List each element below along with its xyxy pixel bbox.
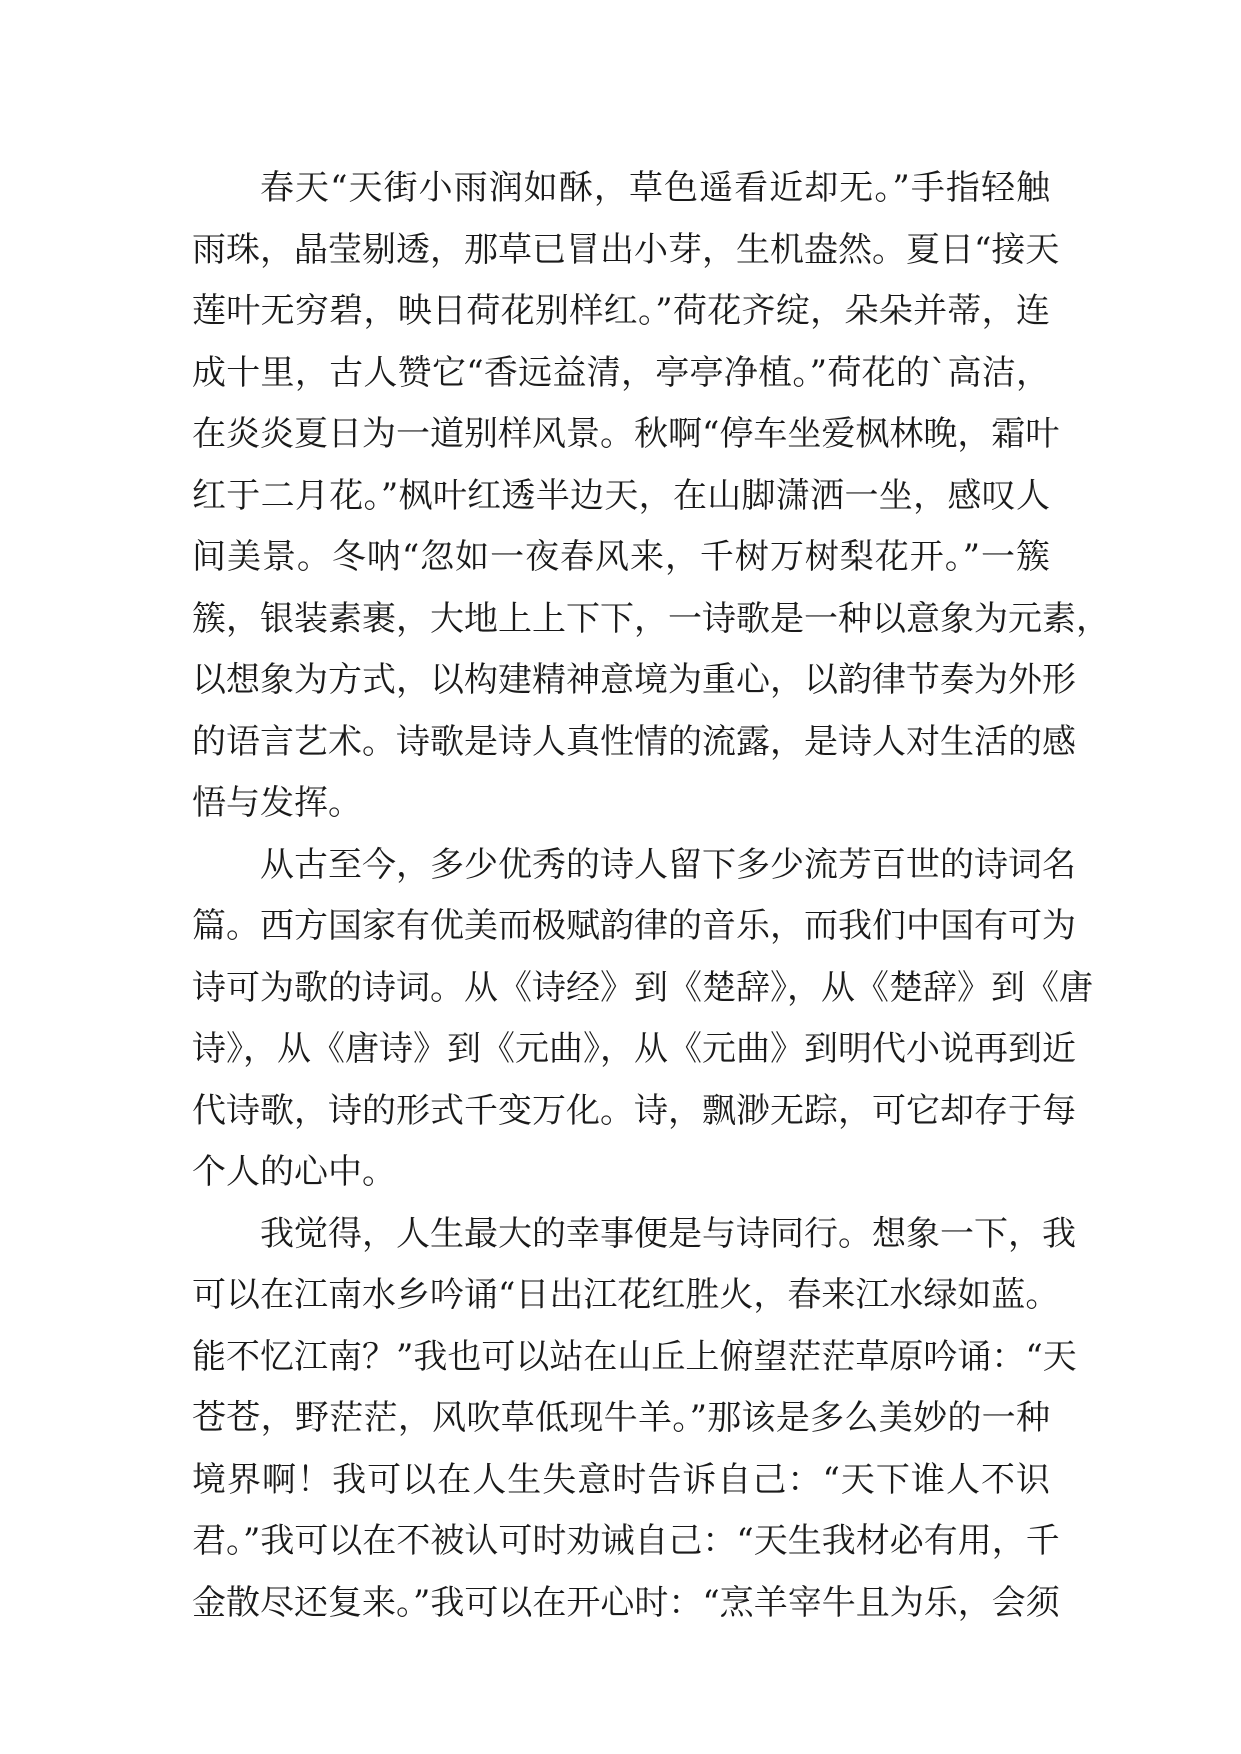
text-line: 簇，银装素裹，大地上上下下，一诗歌是一种以意象为元素， <box>192 598 1110 639</box>
text-line: 个人的心中。 <box>192 1152 396 1192</box>
text-line: 成十里，古人赞它“香远益清，亭亭净植。”荷花的`高洁， <box>192 352 1050 393</box>
text-line: 代诗歌，诗的形式千变万化。诗，飘渺无踪，可它却存于每 <box>192 1090 1076 1131</box>
text-line: 从古至今，多少优秀的诗人留下多少流芳百世的诗词名 <box>260 844 1076 885</box>
paragraph-1 <box>192 158 1110 835</box>
paragraph-3 <box>192 1204 1077 1635</box>
paragraph-2 <box>192 835 1093 1204</box>
text-line: 悟与发挥。 <box>192 783 362 823</box>
text-line: 雨珠，晶莹剔透，那草已冒出小芽，生机盎然。夏日“接天 <box>192 229 1060 270</box>
text-line: 的语言艺术。诗歌是诗人真性情的流露，是诗人对生活的感 <box>192 721 1076 762</box>
text-line: 莲叶无穷碧，映日荷花别样红。”荷花齐绽，朵朵并蒂，连 <box>192 291 1050 331</box>
document-body <box>192 158 1110 1634</box>
text-line: 境界啊！我可以在人生失意时告诉自己：“天下谁人不识 <box>192 1459 1050 1500</box>
text-line: 篇。西方国家有优美而极赋韵律的音乐，而我们中国有可为 <box>192 906 1076 946</box>
text-line: 君。”我可以在不被认可时劝诫自己：“天生我材必有用，千 <box>192 1521 1060 1561</box>
text-line: 春天“天街小雨润如酥，草色遥看近却无。”手指轻触 <box>260 168 1050 208</box>
text-line: 苍苍，野茫茫，风吹草低现牛羊。”那该是多么美妙的一种 <box>192 1398 1050 1438</box>
text-line: 金散尽还复来。”我可以在开心时：“烹羊宰牛且为乐，会须 <box>192 1582 1060 1623</box>
text-line: 红于二月花。”枫叶红透半边天，在山脚潇洒一坐，感叹人 <box>192 475 1050 516</box>
text-line: 间美景。冬呐“忽如一夜春风来，千树万树梨花开。”一簇 <box>192 537 1050 577</box>
text-line: 诗可为歌的诗词。从《诗经》到《楚辞》，从《楚辞》到《唐 <box>192 967 1093 1008</box>
text-line: 诗》，从《唐诗》到《元曲》，从《元曲》到明代小说再到近 <box>192 1029 1076 1069</box>
text-line: 能不忆江南？”我也可以站在山丘上俯望茫茫草原吟诵：“天 <box>192 1336 1077 1377</box>
text-line: 以想象为方式，以构建精神意境为重心，以韵律节奏为外形 <box>192 660 1076 700</box>
text-line: 在炎炎夏日为一道别样风景。秋啊“停车坐爱枫林晚，霜叶 <box>192 414 1060 454</box>
text-line: 我觉得，人生最大的幸事便是与诗同行。想象一下，我 <box>260 1213 1076 1254</box>
text-line: 可以在江南水乡吟诵“日出江花红胜火，春来江水绿如蓝。 <box>192 1275 1060 1315</box>
